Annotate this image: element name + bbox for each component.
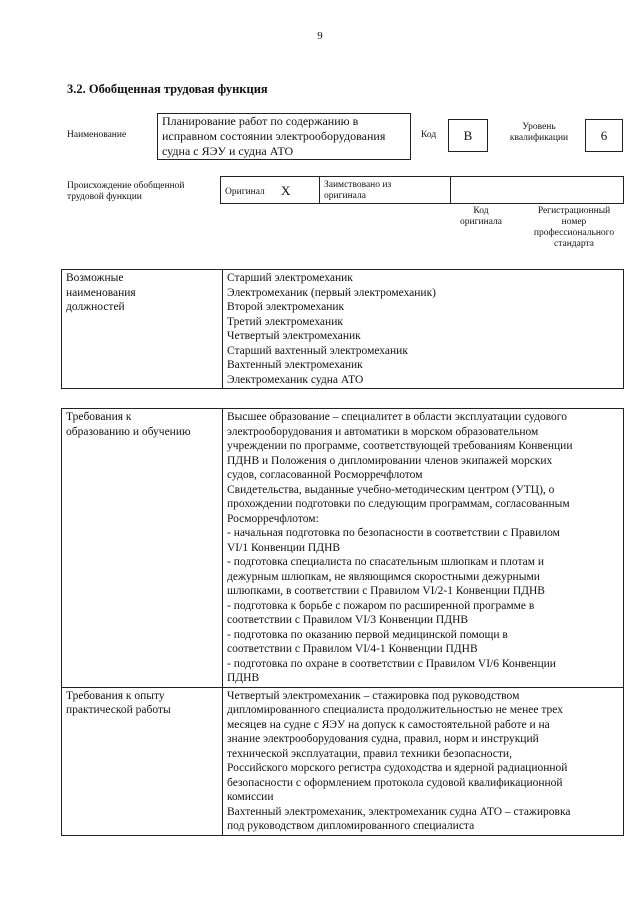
experience-line: под руководством дипломированного специалиста xyxy=(227,820,475,832)
education-label-line: образованию и обучению xyxy=(66,425,191,438)
experience-line: Российского морского регистра судоходства и ядерной радиационной xyxy=(227,762,568,774)
table-row xyxy=(62,270,624,389)
education-line: ПДНВ и Положения о дипломировании членов экипажей морских xyxy=(227,454,553,467)
experience-line: Четвертый электромеханик – стажировка под руководством xyxy=(227,689,520,702)
original-label: Оригинал xyxy=(225,187,265,197)
reg-number-line: Регистрационный xyxy=(537,206,611,216)
experience-line: месяцев на судне с ЯЭУ на допуск к самостоятельной работе и на xyxy=(227,718,550,731)
function-name-line: исправном состоянии электрооборудования xyxy=(162,129,386,143)
reg-number-label xyxy=(522,206,626,250)
origin-divider xyxy=(450,177,451,203)
education-line: судов, согласованной Росморречфлотом xyxy=(227,469,423,481)
education-label-line: Требования к xyxy=(66,411,132,423)
position-item: Старший вахтенный электромеханик xyxy=(227,344,408,357)
education-line: - подготовка по охране в соответствии с Правилом VI/6 Конвенции xyxy=(227,657,556,670)
position-item: Старший электромеханик xyxy=(227,272,353,284)
positions-label-line: должностей xyxy=(66,301,125,313)
name-label: Наименование xyxy=(67,130,127,140)
position-item: Четвертый электромеханик xyxy=(227,330,361,342)
code-original-label xyxy=(449,206,513,228)
education-text-cell xyxy=(223,409,624,688)
education-line: ПДНВ xyxy=(227,672,260,684)
page-number: 9 xyxy=(317,30,323,42)
origin-label-line: трудовой функции xyxy=(67,192,142,202)
level-label-line: квалификации xyxy=(509,133,569,143)
education-line: - подготовка к борьбе с пожаром по расширенной программе в xyxy=(227,599,535,612)
positions-label-cell xyxy=(62,270,223,389)
experience-line: технической эксплуатации, правил техники безопасности, xyxy=(227,747,512,760)
level-label xyxy=(502,122,576,144)
experience-label-line: практической работы xyxy=(66,704,171,716)
code-value: B xyxy=(463,127,473,143)
borrowed-label-line: Заимствовано из xyxy=(324,180,392,190)
origin-divider xyxy=(319,177,320,203)
experience-line: дипломированного специалиста продолжительностью не менее трех xyxy=(227,704,564,716)
education-line: - подготовка специалиста по спасательным шлюпкам и плотам и xyxy=(227,556,545,568)
function-name-line: Планирование работ по содержанию в xyxy=(162,114,359,128)
experience-line: знание электрооборудования судна, правил, норм и инструкций xyxy=(227,733,539,745)
code-value-box xyxy=(448,119,488,152)
position-item: Третий электромеханик xyxy=(227,315,343,328)
experience-label-cell xyxy=(62,687,223,835)
positions-table xyxy=(61,269,624,389)
education-line: прохождении подготовки по следующим программам, согласованным xyxy=(227,498,570,510)
reg-number-line: номер xyxy=(561,217,587,227)
borrowed-label xyxy=(324,180,391,202)
education-line: шлюпками, в соответствии с Правилом VI/2-1 Конвенции ПДНВ xyxy=(227,585,545,597)
position-item: Вахтенный электромеханик xyxy=(227,359,363,371)
education-line: дежурным шлюпкам, не являющимся скоростными дежурными xyxy=(227,570,540,583)
reg-number-line: профессионального xyxy=(533,228,615,238)
original-mark: X xyxy=(281,183,291,198)
education-line: электрооборудования и автоматики в морском образовательном xyxy=(227,425,539,438)
function-name-box xyxy=(157,113,411,160)
education-line: VI/1 Конвенции ПДНВ xyxy=(227,541,341,554)
section-title: 3.2. Обобщенная трудовая функция xyxy=(67,82,268,96)
position-item: Второй электромеханик xyxy=(227,301,345,313)
education-label-cell xyxy=(62,409,223,688)
experience-label-line: Требования к опыту xyxy=(66,689,165,702)
origin-label-line: Происхождение обобщенной xyxy=(67,181,185,191)
requirements-table xyxy=(61,408,624,836)
level-value: 6 xyxy=(600,127,608,143)
experience-line: комиссии xyxy=(227,791,274,803)
level-value-box xyxy=(585,119,623,152)
level-label-line: Уровень xyxy=(522,122,556,132)
table-row xyxy=(62,687,624,835)
borrowed-label-line: оригинала xyxy=(324,191,366,201)
function-name-line: судна с ЯЭУ и судна АТО xyxy=(162,144,294,158)
education-line: соответствии с Правилом VI/3 Конвенции ПДНВ xyxy=(227,614,469,626)
education-line: Высшее образование – специалитет в области эксплуатации судового xyxy=(227,411,567,423)
code-label: Код xyxy=(421,130,437,140)
reg-number-line: стандарта xyxy=(554,239,594,249)
position-item: Электромеханик (первый электромеханик) xyxy=(227,286,437,299)
education-line: учреждении по программе, соответствующей требованиям Конвенции xyxy=(227,440,573,452)
education-line: Свидетельства, выданные учебно-методическим центром (УТЦ), о xyxy=(227,483,555,496)
table-row xyxy=(62,409,624,688)
experience-line: Вахтенный электромеханик, электромеханик судна АТО – стажировка xyxy=(227,805,571,818)
positions-list-cell xyxy=(223,270,624,389)
code-original-line: оригинала xyxy=(460,217,502,227)
code-original-line: Код xyxy=(473,206,489,216)
education-line: - подготовка по оказанию первой медицинской помощи в xyxy=(227,628,508,641)
education-line: - начальная подготовка по безопасности в соответствии с Правилом xyxy=(227,527,560,539)
experience-line: безопасности с оформлением протокола судовой квалификационной xyxy=(227,776,563,789)
positions-label-line: наименования xyxy=(66,286,136,299)
education-line: Росморречфлотом: xyxy=(227,512,319,525)
experience-text-cell xyxy=(223,687,624,835)
positions-label-line: Возможные xyxy=(66,272,124,284)
origin-label xyxy=(67,181,185,203)
education-line: соответствии с Правилом VI/4-1 Конвенции ПДНВ xyxy=(227,643,478,655)
position-item: Электромеханик судна АТО xyxy=(227,373,364,386)
